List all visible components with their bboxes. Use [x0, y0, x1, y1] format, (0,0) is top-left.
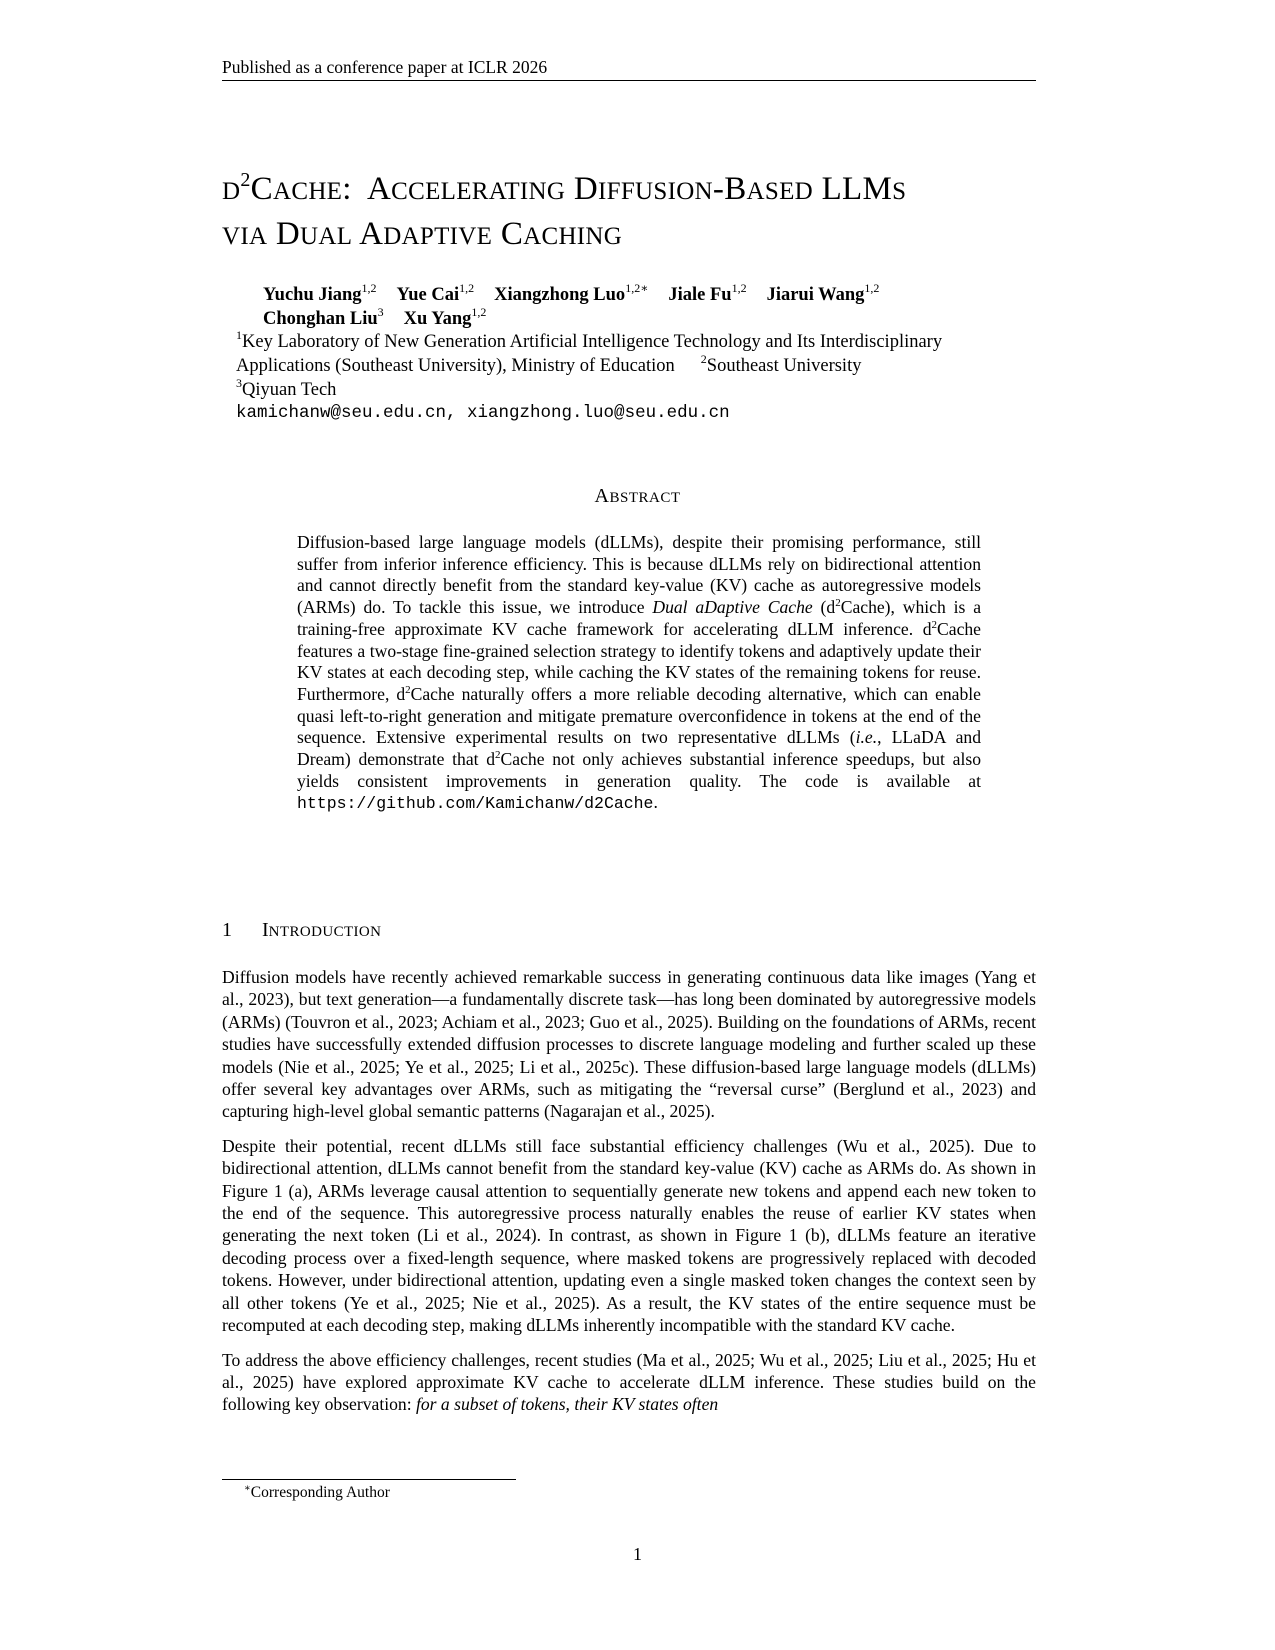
- abstract-heading: ABSTRACT: [594, 485, 681, 507]
- paragraph: Diffusion models have recently achieved remarkable success in generating continuous data like images (Yang et al., 2023), but text generation—a fundamentally discrete task—has long been dominated by autoregressive models (ARMs) (Touvron et al., 2023; Achiam et al., 2023; Guo et al., 2025). Building on the foundations of ARMs, recent studies have successfully extended diffusion processes to discrete language modeling and further scaled up these models (Nie et al., 2025; Ye et al., 2025; Li et al., 2025c). These diffusion-based large language models (dLLMs) offer several key advantages over ARMs, such as mitigating the “reversal curse” (Berglund et al., 2023) and capturing high-level global semantic patterns (Nagarajan et al., 2025).: [222, 967, 1036, 1122]
- author: Jiarui Wang$^{1,2}$: [766, 281, 880, 305]
- author: Jiale Fu$^{1,2}$: [668, 281, 747, 305]
- author: Xiangzhong Luo$^{1,2∗}$: [494, 281, 649, 305]
- author: Chonghan Liu$^3$: [263, 305, 384, 329]
- footnote: ∗Corresponding Author: [244, 1483, 390, 1501]
- paper-title: [222, 168, 1052, 258]
- email-addresses: kamichanw@seu.edu.cn, xiangzhong.luo@seu.edu.cn: [236, 403, 730, 423]
- affiliations: [236, 330, 1036, 402]
- header-text: Published as a conference paper at ICLR 2026: [222, 57, 548, 77]
- affiliation-1-cont: Applications (Southeast University), Ministry of Education $^2$Southeast University: [236, 352, 862, 376]
- section-heading-introduction: 1 INTRODUCTION: [222, 919, 382, 941]
- abstract-text: Diffusion-based large language models (dLLMs), despite their promising performance, still suffer from inferior inference efficiency. This is because dLLMs rely on bidirectional attention and cannot directly benefit from the standard key-value (KV) cache as autoregressive models (ARMs) do. To tackle this issue, we introduce Dual aDaptive Cache $(d^2Cache)$, which is a training-free approximate KV cache framework for accelerating dLLM inference. $d^2Cache$ features a two-stage fine-grained selection strategy to identify tokens and adaptively update their KV states at each decoding step, while caching the KV states of the remaining tokens for reuse. Furthermore, $d^2Cache$ naturally offers a more reliable decoding alternative, which can enable quasi left-to-right generation and mitigate premature overconfidence in tokens at the end of the sequence. Extensive experimental results on two representative dLLMs (i.e., LLaDA and Dream) demonstrate that $d^2Cache$ not only achieves substantial inference speedups, but also yields consistent improvements in generation quality. The code is available at https://github.com/Kamichanw/d2Cache.: [297, 532, 982, 814]
- code-link[interactable]: https://github.com/Kamichanw/d2Cache: [297, 794, 654, 814]
- running-header: [222, 56, 1036, 81]
- affiliation-2: Southeast University: [706, 356, 862, 376]
- author: Yue Cai$^{1,2}$: [396, 281, 475, 305]
- author-list: [263, 283, 1043, 331]
- paragraph: To address the above efficiency challenges, recent studies (Ma et al., 2025; Wu et al., 2025; Liu et al., 2025; Hu et al., 2025) have explored approximate KV cache to accelerate dLLM inference. These studies build on the following key observation: for a subset of tokens, their KV states often: [222, 1349, 1036, 1415]
- introduction-body: [222, 966, 1036, 1428]
- footnote-rule: [222, 1479, 516, 1480]
- affiliation-3: $^3$Qiyuan Tech: [236, 376, 337, 400]
- author: Yuchu Jiang$^{1,2}$: [263, 281, 377, 305]
- title-line-1: $D^2CACHE$: ACCELERATING DIFFUSION-BASED LLMS: [222, 169, 907, 207]
- affiliation-1: $^1$Key Laboratory of New Generation Artificial Intelligence Technology and Its Interdisciplinary: [236, 328, 943, 352]
- author-line-2: [263, 307, 1043, 331]
- author-line-1: [263, 283, 1043, 307]
- title-line-2: VIA DUAL ADAPTIVE CACHING: [222, 216, 623, 252]
- page-number: 1: [633, 1544, 642, 1564]
- author: Xu Yang$^{1,2}$: [403, 305, 487, 329]
- paragraph: Despite their potential, recent dLLMs still face substantial efficiency challenges (Wu et al., 2025). Due to bidirectional attention, dLLMs cannot benefit from the standard key-value (KV) cache as ARMs do. As shown in Figure 1 (a), ARMs leverage causal attention to sequentially generate new tokens and append each new token to the end of the sequence. This autoregressive process naturally enables the reuse of earlier KV states when generating the next token (Li et al., 2024). In contrast, as shown in Figure 1 (b), dLLMs feature an iterative decoding process over a fixed-length sequence, where masked tokens are progressively replaced with decoded tokens. However, under bidirectional attention, updating even a single masked token changes the context seen by all other tokens (Ye et al., 2025; Nie et al., 2025). As a result, the KV states of the entire sequence must be recomputed at each decoding step, making dLLMs inherently incompatible with the standard KV cache.: [222, 1135, 1036, 1336]
